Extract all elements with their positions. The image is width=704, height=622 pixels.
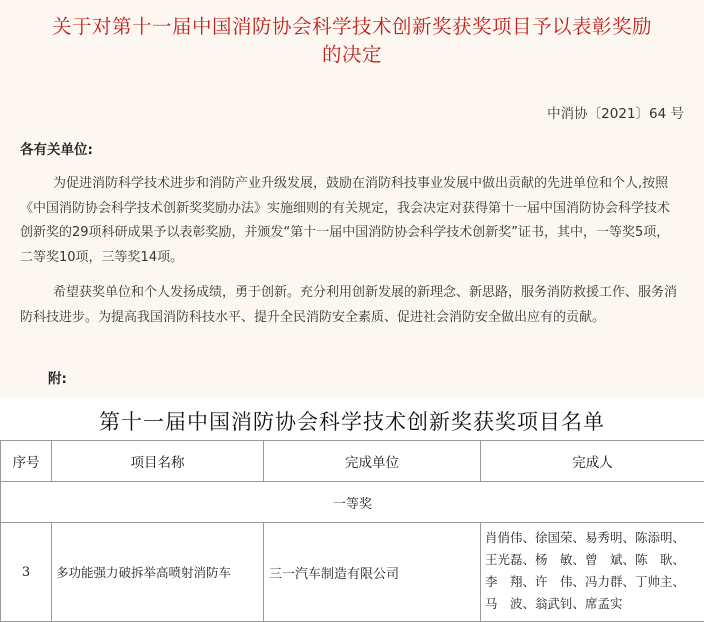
award-level-row xyxy=(1,482,704,523)
award-level: 一等奖 xyxy=(1,482,704,523)
row-project: 多功能强力破拆举高喷射消防车 xyxy=(52,523,264,622)
table-row xyxy=(1,523,704,622)
header-unit: 完成单位 xyxy=(264,441,481,482)
header-no: 序号 xyxy=(1,441,52,482)
notice-title xyxy=(0,13,704,69)
body-paragraph-2: 希望获奖单位和个人发扬成绩，勇于创新。充分利用创新发展的新理念、新思路，服务消防救援工作、服务消防科技进步。为提高我国消防科技水平、提升全民消防安全素质、促进社会消防安全做出应有的贡献。 xyxy=(20,281,682,330)
row-people: 肖俏伟、徐国荣、易秀明、陈添明、 王光磊、杨 敏、曾 斌、陈 耿、 李 翔、许 伟、冯力群、丁帅主、 马 波、翁武钊、席孟实 xyxy=(481,523,704,622)
attachment-label: 附: xyxy=(48,367,67,387)
document-number: 中消协〔2021〕64 号 xyxy=(547,102,684,122)
header-people: 完成人 xyxy=(481,441,704,482)
award-table xyxy=(0,440,704,622)
body-paragraph-1: 为促进消防科学技术进步和消防产业升级发展，鼓励在消防科技事业发展中做出贡献的先进单位和个人,按照《中国消防协会科学技术创新奖奖励办法》实施细则的有关规定，我会决定对获得第十一届中国消防协会科学技术创新奖的29项科研成果予以表彰奖励，并颁发“第十一届中国消防协会科学技术创新奖”证书，其中，一等奖5项，二等奖10项，三等奖14项。 xyxy=(20,172,682,271)
salutation: 各有关单位: xyxy=(20,138,93,158)
header-project: 项目名称 xyxy=(52,441,264,482)
table-header-row xyxy=(1,441,704,482)
notice-title-line1: 关于对第十一届中国消防协会科学技术创新奖获奖项目予以表彰奖励 xyxy=(0,13,704,41)
award-list-title: 第十一届中国消防协会科学技术创新奖获奖项目名单 xyxy=(0,406,704,436)
row-unit: 三一汽车制造有限公司 xyxy=(264,523,481,622)
row-no: 3 xyxy=(1,523,52,622)
notice-title-line2: 的决定 xyxy=(0,41,704,69)
